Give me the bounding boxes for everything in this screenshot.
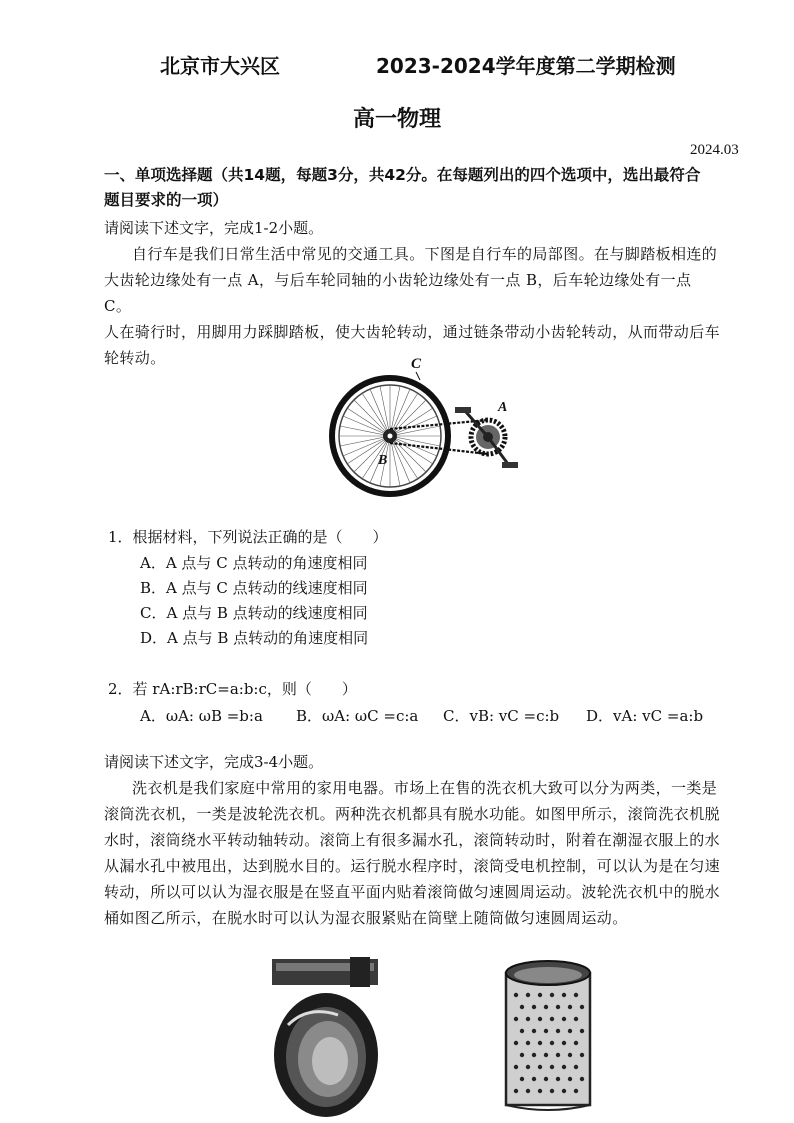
label-c: C — [411, 356, 422, 372]
group2-paragraph — [104, 775, 722, 931]
question-1-stem: 1．根据材料，下列说法正确的是（ ） — [108, 528, 388, 546]
q2-option-a: A．ωA: ωB =b:a — [140, 707, 263, 725]
paragraph-line: 自行车是我们日常生活中常见的交通工具。下图是自行车的局部图。在与脚踏板相连的 — [132, 245, 718, 263]
paragraph-line: 转动，所以可以认为湿衣服是在竖直平面内贴着滚筒做匀速圆周运动。波轮洗衣机中的脱水 — [104, 883, 721, 901]
pedal-crank — [455, 407, 518, 468]
paragraph-line: 从漏水孔中被甩出，达到脱水目的。运行脱水程序时，滚筒受电机控制，可以认为是在匀速 — [104, 857, 721, 875]
paragraph-line: 人在骑行时，用脚用力踩脚踏板，使大齿轮转动，通过链条带动小齿轮转动，从而带动后车 — [104, 323, 721, 341]
paragraph-line: 水时，滚筒绕水平转动轴转动。滚筒上有很多漏水孔，滚筒转动时，附着在潮湿衣服上的水 — [104, 831, 721, 849]
drum-washer-figure — [268, 955, 388, 1120]
q2-option-b: B．ωA: ωC =c:a — [296, 707, 419, 725]
exam-date: 2024.03 — [690, 142, 739, 158]
paragraph-line: 滚筒洗衣机，一类是波轮洗衣机。两种洗衣机都具有脱水功能。如图甲所示，滚筒洗衣机脱 — [104, 805, 721, 823]
subject-title: 高一物理 — [352, 107, 441, 132]
paragraph-line: 桶如图乙所示，在脱水时可以认为湿衣服紧贴在筒壁上随筒做匀速圆周运动。 — [104, 909, 628, 927]
paragraph-line: 轮转动。 — [104, 349, 166, 367]
group2-intro: 请阅读下述文字，完成3-4小题。 — [104, 753, 324, 771]
group1-intro: 请阅读下述文字，完成1-2小题。 — [104, 219, 324, 237]
q1-option-b: B．A 点与 C 点转动的线速度相同 — [140, 579, 368, 597]
q1-option-d: D．A 点与 B 点转动的角速度相同 — [140, 629, 369, 647]
paragraph-line: 大齿轮边缘处有一点 A，与后车轮同轴的小齿轮边缘处有一点 B，后车轮边缘处有一点 C。 — [104, 271, 692, 315]
label-b: B — [378, 453, 388, 468]
q1-option-a: A．A 点与 C 点转动的角速度相同 — [140, 554, 368, 572]
q2-option-c: C．vB: vC =c:b — [443, 707, 560, 725]
section-heading: 一、单项选择题（共14题，每题3分，共42分。在每题列出的四个选项中，选出最符合题目要求的一项） — [104, 166, 701, 209]
exam-title: 2023-2024学年度第二学期检测 — [376, 54, 676, 78]
question-2-stem: 2．若 rA:rB:rC=a:b:c，则（ ） — [108, 680, 357, 698]
q1-option-c: C．A 点与 B 点转动的线速度相同 — [140, 604, 368, 622]
paragraph-line: 洗衣机是我们家庭中常用的家用电器。市场上在售的洗衣机大致可以分为两类，一类是 — [132, 779, 718, 797]
spin-basket-figure — [498, 955, 598, 1115]
label-a: A — [498, 400, 508, 415]
q2-option-d: D．vA: vC =a:b — [586, 707, 704, 725]
district-title: 北京市大兴区 — [160, 54, 280, 78]
bicycle-wheel-figure — [320, 350, 530, 510]
